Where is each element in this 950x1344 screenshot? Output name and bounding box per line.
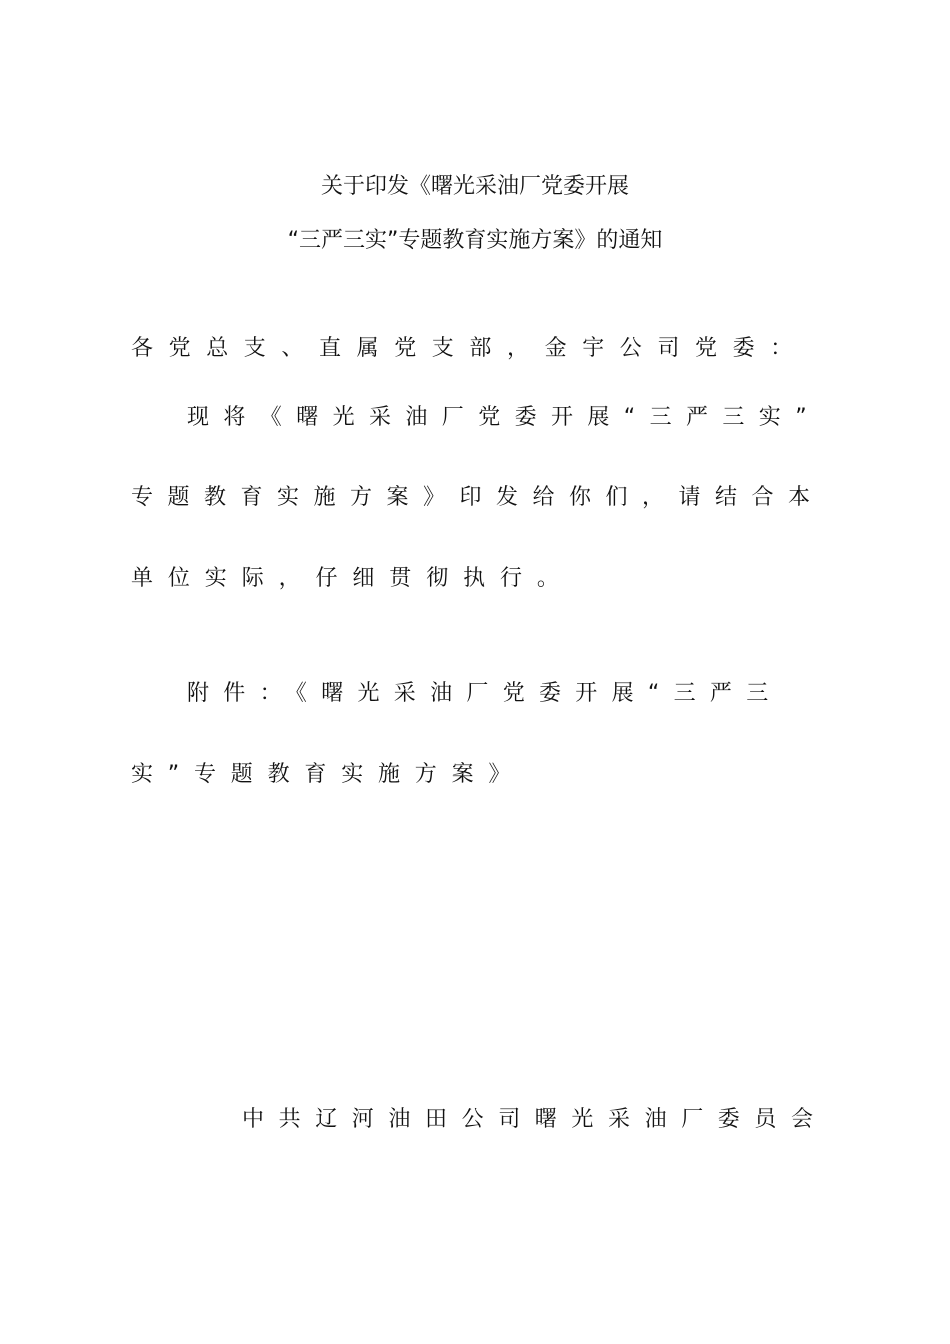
document-title-line-2: “三严三实”专题教育实施方案》的通知	[287, 228, 663, 253]
attachment-line-2: 实”专题教育实施方案》	[131, 762, 526, 787]
attachment-line-1: 附件：《曙光采油厂党委开展“三严三	[187, 681, 783, 706]
body-paragraph-line-2: 专题教育实施方案》印发给你们，请结合本	[131, 485, 825, 510]
document-title-line-1: 关于印发《曙光采油厂党委开展	[320, 174, 629, 199]
salutation: 各党总支、直属党支部，金宇公司党委：	[131, 336, 808, 361]
body-paragraph-line-1: 现将《曙光采油厂党委开展“三严三实”	[187, 405, 821, 430]
body-paragraph-line-3: 单位实际，仔细贯彻执行。	[131, 566, 574, 591]
signature-issuer: 中共辽河油田公司曙光采油厂委员会	[242, 1107, 828, 1132]
